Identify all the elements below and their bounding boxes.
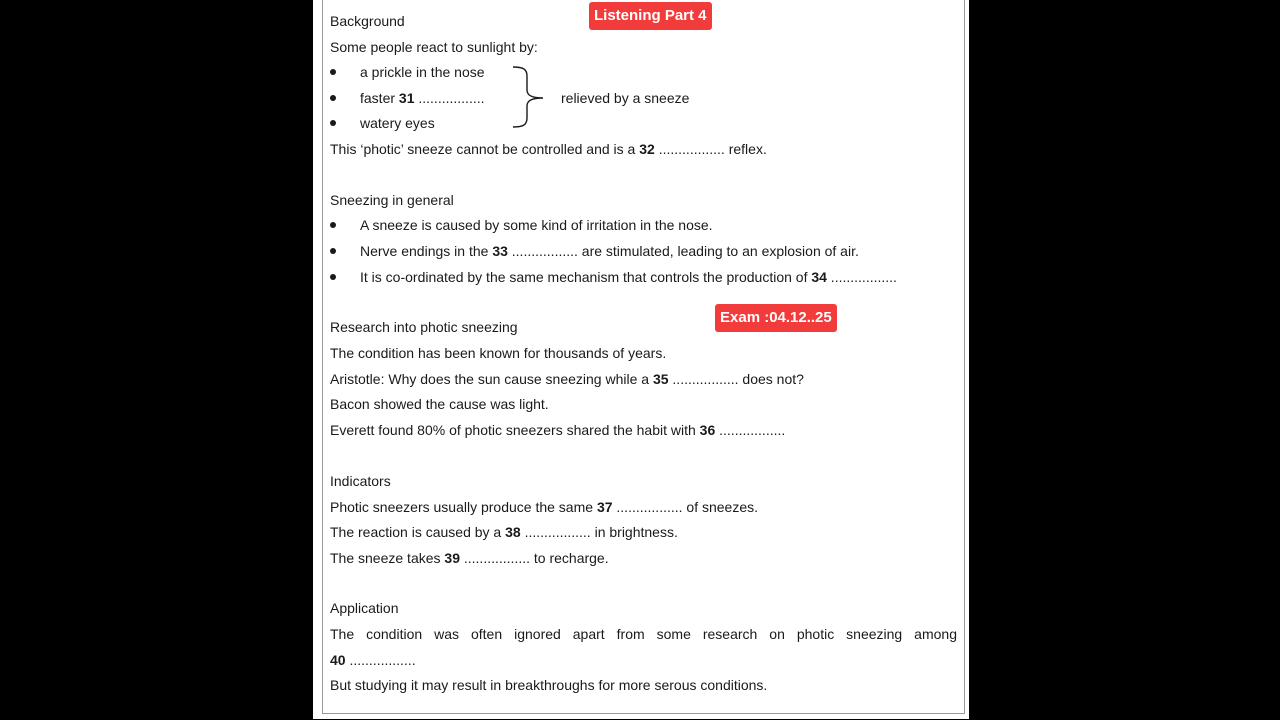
question-number-32: 32 xyxy=(639,141,655,157)
listening-part-badge: Listening Part 4 xyxy=(589,2,712,30)
general-bullet-3: It is co-ordinated by the same mechanism that controls the production of 34 ................. xyxy=(360,269,897,285)
general-bullet-2: Nerve endings in the 33 ................. are stimulated, leading to an explosion of air. xyxy=(360,243,859,259)
answer-blank-31: ................. xyxy=(414,90,485,106)
application-line-1: The condition was often ignored apart from some research on photic sneezing among xyxy=(330,626,957,642)
section-heading-research: Research into photic sneezing xyxy=(330,319,518,335)
background-sentence-32: This ‘photic’ sneeze cannot be controlled and is a 32 ................. reflex. xyxy=(330,141,767,157)
answer-blank-32: ................. reflex. xyxy=(654,141,767,157)
question-number-31: 31 xyxy=(398,90,415,106)
answer-blank-33: ................. are stimulated, leading to an explosion of air. xyxy=(507,243,859,259)
question-number-34: 34 xyxy=(811,269,827,285)
question-number-33: 33 xyxy=(492,243,508,259)
brace-note: relieved by a sneeze xyxy=(561,90,690,106)
section-heading-general: Sneezing in general xyxy=(330,192,454,208)
bullet-dot xyxy=(330,95,336,101)
background-bullet-2: faster 31 ................. xyxy=(360,90,485,106)
research-line-4: Everett found 80% of photic sneezers shared the habit with 36 ................. xyxy=(330,422,786,438)
answer-blank-36: ................. xyxy=(715,422,786,438)
research-line-1: The condition has been known for thousands of years. xyxy=(330,345,667,361)
section-heading-background: Background xyxy=(330,13,405,29)
research-line-2: Aristotle: Why does the sun cause sneezing while a 35 ................. does not? xyxy=(330,371,804,387)
indicators-line-3: The sneeze takes 39 ................. to recharge. xyxy=(330,550,609,566)
curly-brace-icon xyxy=(511,64,551,130)
application-line-2 xyxy=(330,651,416,669)
section-heading-application: Application xyxy=(330,600,399,616)
answer-blank-35: ................. does not? xyxy=(668,371,804,387)
question-number-36: 36 xyxy=(699,422,716,438)
answer-blank-38: ................. in brightness. xyxy=(520,524,678,540)
bullet-dot xyxy=(330,120,336,126)
exam-date-badge: Exam :04.12..25 xyxy=(715,304,837,332)
section-heading-indicators: Indicators xyxy=(330,473,391,489)
background-bullet-1: a prickle in the nose xyxy=(360,64,485,80)
question-number-37: 37 xyxy=(596,499,613,515)
bullet-dot xyxy=(330,274,336,280)
indicators-line-1: Photic sneezers usually produce the same 37 ................. of sneezes. xyxy=(330,499,759,515)
question-number-40: 40 xyxy=(330,652,346,668)
question-number-39: 39 xyxy=(444,550,460,566)
answer-blank-37: ................. of sneezes. xyxy=(612,499,759,515)
worksheet-page xyxy=(313,0,969,719)
answer-blank-40: ................. xyxy=(345,652,416,668)
bullet-dot xyxy=(330,222,336,228)
background-intro: Some people react to sunlight by: xyxy=(330,39,538,55)
bullet-dot xyxy=(330,69,336,75)
application-line-3: But studying it may result in breakthroughs for more serous conditions. xyxy=(330,677,768,693)
answer-blank-39: ................. to recharge. xyxy=(459,550,609,566)
bullet-dot xyxy=(330,248,336,254)
indicators-line-2: The reaction is caused by a 38 ................. in brightness. xyxy=(330,524,678,540)
answer-blank-34: ................. xyxy=(826,269,897,285)
general-bullet-1: A sneeze is caused by some kind of irritation in the nose. xyxy=(360,217,713,233)
question-number-35: 35 xyxy=(652,371,669,387)
background-bullet-3: watery eyes xyxy=(360,115,435,131)
research-line-3: Bacon showed the cause was light. xyxy=(330,396,549,412)
question-number-38: 38 xyxy=(505,524,521,540)
